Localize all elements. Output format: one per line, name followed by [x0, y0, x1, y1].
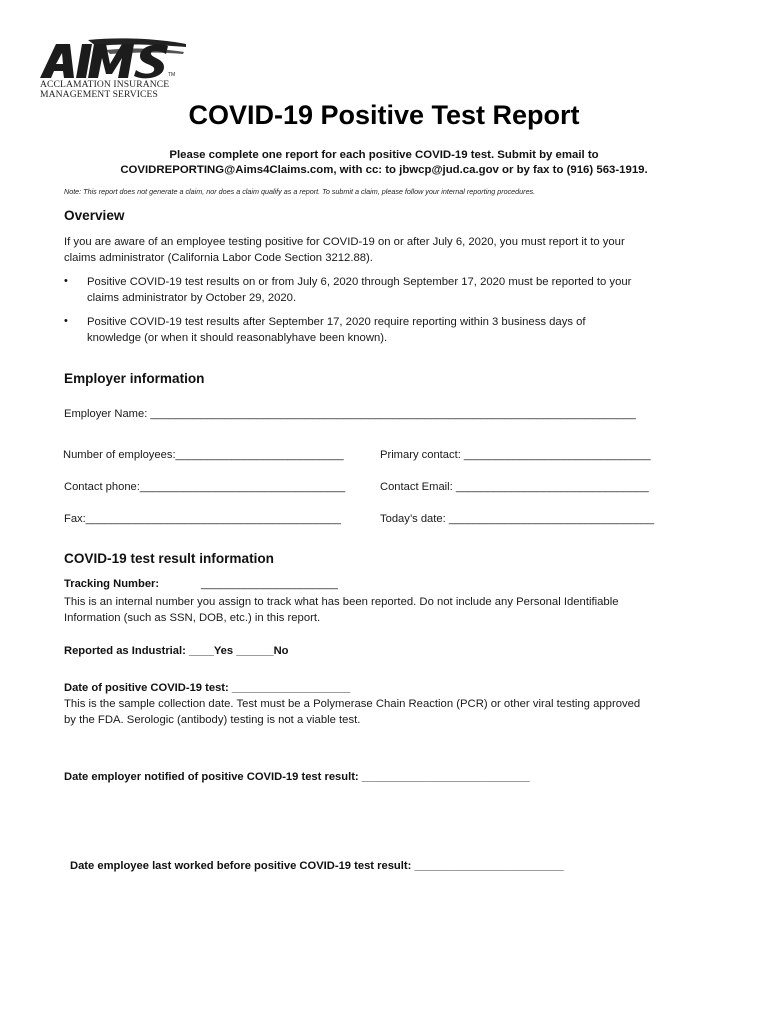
todays-date-field[interactable]: Today’s date: _________________________________: [380, 513, 655, 525]
submission-instructions: [0, 148, 768, 178]
svg-text:TM: TM: [168, 72, 176, 78]
reported-industrial-field[interactable]: Reported as Industrial: ____Yes ______No: [64, 645, 289, 657]
overview-intro-line-1: If you are aware of an employee testing positive for COVID-19 on or after July 6, 2020, you must report it to your: [64, 236, 625, 248]
logo-text: [40, 80, 169, 100]
bullet-icon: •: [64, 315, 68, 327]
logo-line-1: ACCLAMATION INSURANCE: [40, 79, 170, 90]
tracking-number-label: Tracking Number:: [64, 578, 160, 590]
tracking-description: [64, 594, 619, 626]
date-employer-notified-field[interactable]: Date employer notified of positive COVID-19 test result: ___________________________: [64, 771, 530, 783]
tracking-desc-line-2: Information (such as SSN, DOB, etc.) in this report.: [64, 612, 321, 624]
fax-field[interactable]: Fax:_________________________________________: [64, 513, 341, 525]
date-positive-description: [64, 696, 640, 728]
note-text: Note: This report does not generate a claim, nor does a claim qualify as a report. To submit a claim, please follow your internal reporting procedures.: [64, 187, 536, 196]
primary-contact-field[interactable]: Primary contact: ______________________________: [380, 449, 651, 461]
contact-phone-field[interactable]: Contact phone:_________________________________: [64, 481, 346, 493]
overview-intro-line-2: claims administrator (California Labor Code Section 3212.88).: [64, 252, 373, 264]
bullet-icon: •: [64, 275, 68, 287]
overview-bullet-1: [87, 274, 631, 306]
employer-name-field[interactable]: Employer Name: ______________________________________________________________________________: [64, 408, 636, 420]
page-title: COVID-19 Positive Test Report: [188, 100, 580, 130]
date-last-worked-field[interactable]: Date employee last worked before positive COVID-19 test result: ________________________: [70, 860, 564, 872]
overview-bullet-1-line-2: claims administrator by October 29, 2020.: [87, 292, 297, 304]
overview-bullet-2: [87, 314, 586, 346]
tracking-number-field[interactable]: ______________________: [201, 578, 338, 590]
logo-line-2: MANAGEMENT SERVICES: [40, 89, 158, 100]
tracking-desc-line-1: This is an internal number you assign to track what has been reported. Do not include any Personal Identifiable: [64, 596, 619, 608]
contact-email-field[interactable]: Contact Email: _______________________________: [380, 481, 649, 493]
overview-bullet-2-line-2: knowledge (or when it should reasonablyhave been known).: [87, 332, 388, 344]
date-positive-test-field[interactable]: Date of positive COVID-19 test: ___________________: [64, 682, 351, 694]
overview-bullet-2-line-1: Positive COVID-19 test results after September 17, 2020 require reporting within 3 business days of: [87, 316, 586, 328]
date-positive-desc-line-1: This is the sample collection date. Test must be a Polymerase Chain Reaction (PCR) or other viral testing approved: [64, 698, 641, 710]
overview-heading: Overview: [64, 208, 125, 223]
date-positive-desc-line-2: by the FDA. Serologic (antibody) testing is not a viable test.: [64, 714, 361, 726]
test-result-heading: COVID-19 test result information: [64, 551, 274, 566]
overview-intro: [64, 234, 625, 266]
employer-heading: Employer information: [64, 371, 205, 386]
number-of-employees-field[interactable]: Number of employees:___________________________: [63, 449, 344, 461]
instructions-line-2: COVIDREPORTING@Aims4Claims.com, with cc: to jbwcp@jud.ca.gov or by fax to (916) 563-1919.: [120, 164, 648, 176]
overview-bullet-1-line-1: Positive COVID-19 test results on or from July 6, 2020 through September 17, 2020 must be reported to your: [87, 276, 632, 288]
instructions-line-1: Please complete one report for each positive COVID-19 test. Submit by email to: [169, 149, 599, 161]
